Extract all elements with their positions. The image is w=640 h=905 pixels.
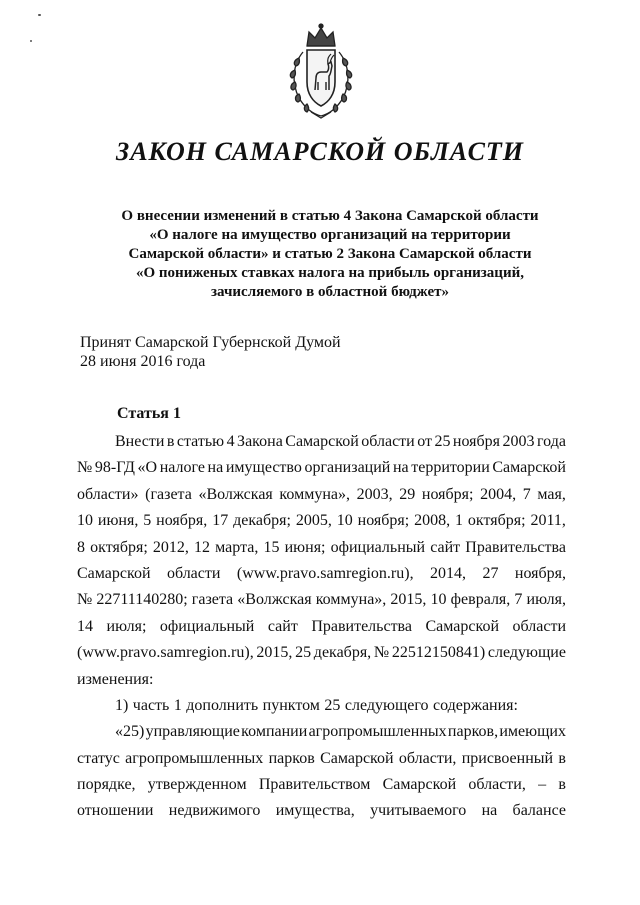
body-word: 4 (226, 433, 235, 450)
body-word: (www.pravo.samregion.ru), (77, 644, 254, 662)
body-word: балансе (512, 802, 566, 820)
body-word: 2004, (480, 485, 517, 503)
body-word: ноября; (421, 485, 474, 503)
body-word: Самарской (285, 433, 359, 450)
body-word: 25 (295, 644, 312, 662)
body-word: 2005, (295, 512, 332, 530)
heading-line: «О налоге на имущество организаций на территории (149, 227, 511, 243)
body-word: 14 (77, 617, 93, 635)
body-word: имущества, (275, 802, 355, 820)
body-line (77, 798, 566, 824)
body-word: июня, (97, 512, 139, 530)
body-word: ноября (452, 433, 501, 450)
body-word: агропромышленных (125, 749, 264, 767)
body-word: официальный (159, 617, 255, 635)
body-word: имеющих (499, 723, 566, 741)
body-word: 1 (455, 512, 464, 530)
body-word: «О (137, 459, 158, 477)
body-word: № (373, 644, 390, 662)
body-word: 29 (399, 485, 416, 503)
body-word: 12 (194, 538, 211, 556)
body-word: официальный (330, 538, 426, 556)
article-title: Статья 1 (117, 405, 181, 422)
body-word: 2015, (390, 591, 427, 609)
body-word: отношении (77, 802, 154, 820)
body-word: 5 (143, 512, 152, 530)
body-word: от (417, 433, 432, 450)
body-word: июня; (284, 538, 326, 556)
adoption-note (80, 333, 341, 371)
body-word: декабря, (313, 644, 372, 662)
body-word: порядке, (77, 776, 136, 794)
body-word: мая, (537, 485, 566, 503)
body-word: 10 (77, 512, 93, 530)
body-word: управляющие (145, 723, 240, 741)
body-word: октября; (467, 512, 526, 530)
body-word: налоге (159, 459, 205, 477)
body-word: 22711140280; (96, 591, 188, 609)
body-word: декабря; (233, 512, 291, 530)
body-word: области, (468, 776, 526, 794)
scan-speck (38, 14, 41, 16)
body-word: области (512, 617, 566, 635)
body-word: «Волжская (198, 485, 273, 503)
body-word: содержания: (433, 696, 518, 714)
body-word: Закона (237, 433, 283, 450)
body-word: ноября, (514, 564, 566, 582)
body-line (77, 535, 566, 561)
body-word: 2003, (356, 485, 393, 503)
body-word: парков (268, 749, 315, 767)
body-line (77, 482, 566, 508)
body-word: (газета (145, 485, 192, 503)
body-word: следующего (344, 696, 429, 714)
body-word: утвержденном (147, 776, 247, 794)
body-word: 2003 (502, 433, 535, 450)
body-line (77, 772, 566, 798)
body-word: территории (411, 459, 490, 477)
body-word: июля; (106, 617, 147, 635)
body-word: дополнить (186, 696, 259, 714)
body-word: сайт (430, 538, 461, 556)
body-word: (www.pravo.samregion.ru), (236, 564, 414, 582)
body-word: часть (132, 696, 170, 714)
body-word: июля, (526, 591, 566, 609)
body-line (77, 667, 566, 693)
article-body (77, 429, 566, 825)
body-line (77, 614, 566, 640)
body-word: ноября; (357, 512, 410, 530)
body-word: «25) (115, 723, 145, 741)
body-word: на (392, 459, 409, 477)
body-word: 10 (430, 591, 447, 609)
body-word: 27 (482, 564, 499, 582)
body-word: Самарской (425, 617, 500, 635)
body-line (77, 561, 566, 587)
body-word: года (536, 433, 566, 450)
body-word: изменения: (77, 670, 154, 688)
body-word: Самарской (492, 459, 566, 477)
adoption-line: 28 июня 2016 года (80, 353, 206, 370)
body-word: 7 (522, 485, 531, 503)
body-word: Правительством (258, 776, 371, 794)
body-word: 2012, (152, 538, 189, 556)
body-word: компании (241, 723, 308, 741)
body-word: газета (191, 591, 234, 609)
body-word: 10 (336, 512, 353, 530)
body-word: Правительства (465, 538, 566, 556)
body-word: октября; (90, 538, 148, 556)
body-word: парков, (447, 723, 499, 741)
body-word: 25 (324, 696, 341, 714)
body-line (77, 719, 566, 745)
heading-line: Самарской области» и статью 2 Закона Самарской области (128, 246, 532, 262)
body-word: коммуна», (315, 591, 387, 609)
body-word: учитываемого (370, 802, 467, 820)
body-word: 17 (212, 512, 229, 530)
body-word: на (207, 459, 224, 477)
body-word: в (558, 749, 566, 767)
body-word: 7 (514, 591, 523, 609)
body-word: 22512150841) (391, 644, 486, 662)
heading-line: «О пониженых ставках налога на прибыль организаций, (136, 265, 524, 281)
body-word: коммуна», (279, 485, 350, 503)
body-word: 25 (434, 433, 451, 450)
body-word: 1 (173, 696, 182, 714)
body-word: «Волжская (237, 591, 312, 609)
body-word: в (166, 433, 175, 450)
body-word: агропромышленных (308, 723, 447, 741)
body-word: Самарской (77, 564, 151, 582)
body-word: статью (176, 433, 225, 450)
body-word: области (166, 564, 221, 582)
body-word: следующие (487, 644, 566, 662)
body-word: на (481, 802, 498, 820)
law-title: ЗАКОН САМАРСКОЙ ОБЛАСТИ (115, 137, 525, 166)
body-line (77, 455, 566, 481)
body-line (77, 587, 566, 613)
body-word: 2014, (430, 564, 466, 582)
samara-coat-of-arms-icon (285, 20, 357, 120)
body-line (77, 693, 566, 719)
body-word: пунктом (262, 696, 320, 714)
body-word: Внести (115, 433, 165, 450)
body-word: присвоенный (461, 749, 554, 767)
body-word: области» (77, 485, 139, 503)
heading-line: О внесении изменений в статью 4 Закона Самарской области (121, 208, 539, 224)
body-word: 2008, (414, 512, 451, 530)
scan-speck (30, 40, 32, 42)
body-word: ноября, (156, 512, 208, 530)
adoption-line: Принят Самарской Губернской Думой (80, 334, 341, 351)
body-word: Самарской (320, 749, 394, 767)
law-subject-heading (60, 207, 600, 302)
body-word: марта, (215, 538, 259, 556)
body-line (77, 429, 566, 455)
body-word: – (538, 776, 547, 794)
body-word: недвижимого (168, 802, 261, 820)
body-word: сайт (267, 617, 298, 635)
body-word: области, (398, 749, 457, 767)
heading-line: зачисляемого в областной бюджет» (211, 284, 449, 300)
body-word: 15 (263, 538, 280, 556)
body-word: февраля, (450, 591, 511, 609)
body-word: 1) (115, 696, 129, 714)
body-word: статус (77, 749, 120, 767)
body-word: № (77, 459, 93, 477)
body-line (77, 640, 566, 666)
body-line (77, 508, 566, 534)
body-word: 98-ГД (94, 459, 135, 477)
body-line (77, 746, 566, 772)
body-word: 2011, (530, 512, 566, 530)
body-word: 2015, (256, 644, 293, 662)
body-word: организаций (304, 459, 391, 477)
body-word: области (361, 433, 415, 450)
body-word: в (558, 776, 566, 794)
body-word: Самарской (382, 776, 457, 794)
body-word: Правительства (311, 617, 412, 635)
body-word: имущество (225, 459, 302, 477)
body-word: 8 (77, 538, 85, 556)
body-word: № (77, 591, 93, 609)
